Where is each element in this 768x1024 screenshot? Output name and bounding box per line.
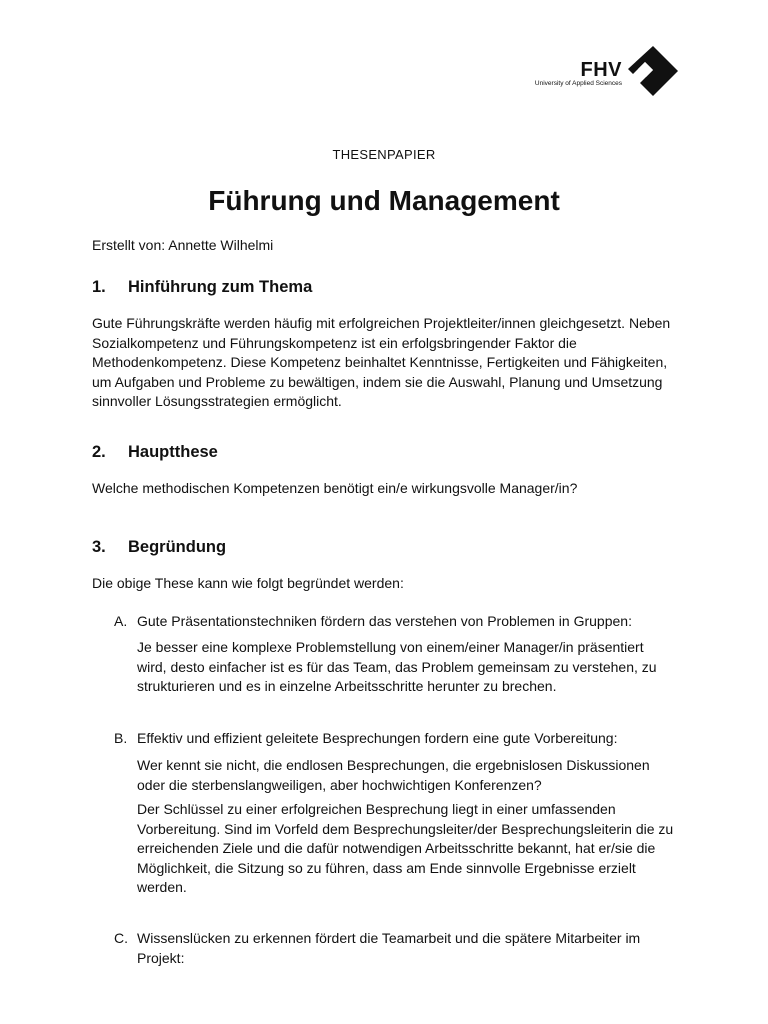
- list-item-b-paragraph-2: Der Schlüssel zu einer erfolgreichen Besprechung liegt in einer umfassenden Vorbereitung. Sind im Vorfeld dem Besprechungsleiter/der Besprechungsleiterin die zu erreichenden Ziele und die dafür notwendigen Arbeitsschritte bekannt, hat er/sie die Möglichkeit, die Sitzung so zu führen, dass am Ende sinnvolle Ergebnisse erzielt werden.: [137, 801, 674, 895]
- section-text-2: Welche methodischen Kompetenzen benötigt ein/e wirkungsvolle Manager/in?: [92, 480, 578, 496]
- logo-subtitle: University of Applied Sciences: [534, 80, 622, 87]
- section-heading-2: [92, 441, 218, 463]
- section-text-3: Die obige These kann wie folgt begründet werden:: [92, 575, 404, 591]
- section-heading-3: [92, 536, 226, 558]
- logo-name: FHV: [580, 59, 622, 81]
- section-number: 2.: [92, 443, 106, 461]
- list-item-text: Wissenslücken zu erkennen fördert die Teamarbeit und die spätere Mitarbeiter im Projekt:: [137, 930, 641, 966]
- fhv-logo: [528, 46, 678, 96]
- section-heading-1: [92, 276, 312, 298]
- section-title: Begründung: [128, 538, 227, 556]
- list-item-a-paragraph: Je besser eine komplexe Problemstellung von einem/einer Manager/in präsentiert wird, desto einfacher ist es für das Team, das Problem gemeinsam zu verstehen, zu strukturieren und es in einzelne Arbeitsschritte herunter zu brechen.: [137, 639, 657, 694]
- document-type: THESENPAPIER: [332, 147, 436, 162]
- section-number: 3.: [92, 538, 106, 556]
- section-title: Hinführung zum Thema: [128, 278, 313, 296]
- page-title: Führung und Management: [208, 185, 560, 216]
- list-item-text: Effektiv und effizient geleitete Besprechungen fordern eine gute Vorbereitung:: [137, 730, 618, 746]
- section-title: Hauptthese: [128, 443, 218, 461]
- section-text-1: Gute Führungskräfte werden häufig mit erfolgreichen Projektleiter/innen gleichgesetzt. Neben Sozialkompetenz und Führungskompetenz ist ein erfolgsbringender Faktor die Methodenkompetenz. Diese Kompetenz beinhaltet Kenntnisse, Fertigkeiten und Fähigkeiten, um Aufgaben und Probleme zu bewältigen, indem sie die Auswahl, Planung und Umsetzung sinnvoller Lösungsstrategien ermöglicht.: [92, 315, 671, 409]
- list-item-letter: A.: [114, 613, 128, 629]
- section-number: 1.: [92, 278, 106, 296]
- list-item-letter: B.: [114, 730, 128, 746]
- list-item-b-paragraph-1: Wer kennt sie nicht, die endlosen Besprechungen, die ergebnislosen Diskussionen oder die sterbenslangweiligen, aber hochwichtigen Konferenzen?: [137, 757, 650, 793]
- list-item-b: [114, 729, 674, 749]
- author-line: Erstellt von: Annette Wilhelmi: [92, 237, 274, 253]
- list-item-letter: C.: [114, 930, 128, 946]
- logo-text: [535, 60, 622, 88]
- fhv-logo-mark-icon: [628, 46, 678, 96]
- list-item-c: [114, 929, 674, 968]
- list-item-a: [114, 612, 674, 632]
- list-item-text: Gute Präsentationstechniken fördern das verstehen von Problemen in Gruppen:: [137, 613, 632, 629]
